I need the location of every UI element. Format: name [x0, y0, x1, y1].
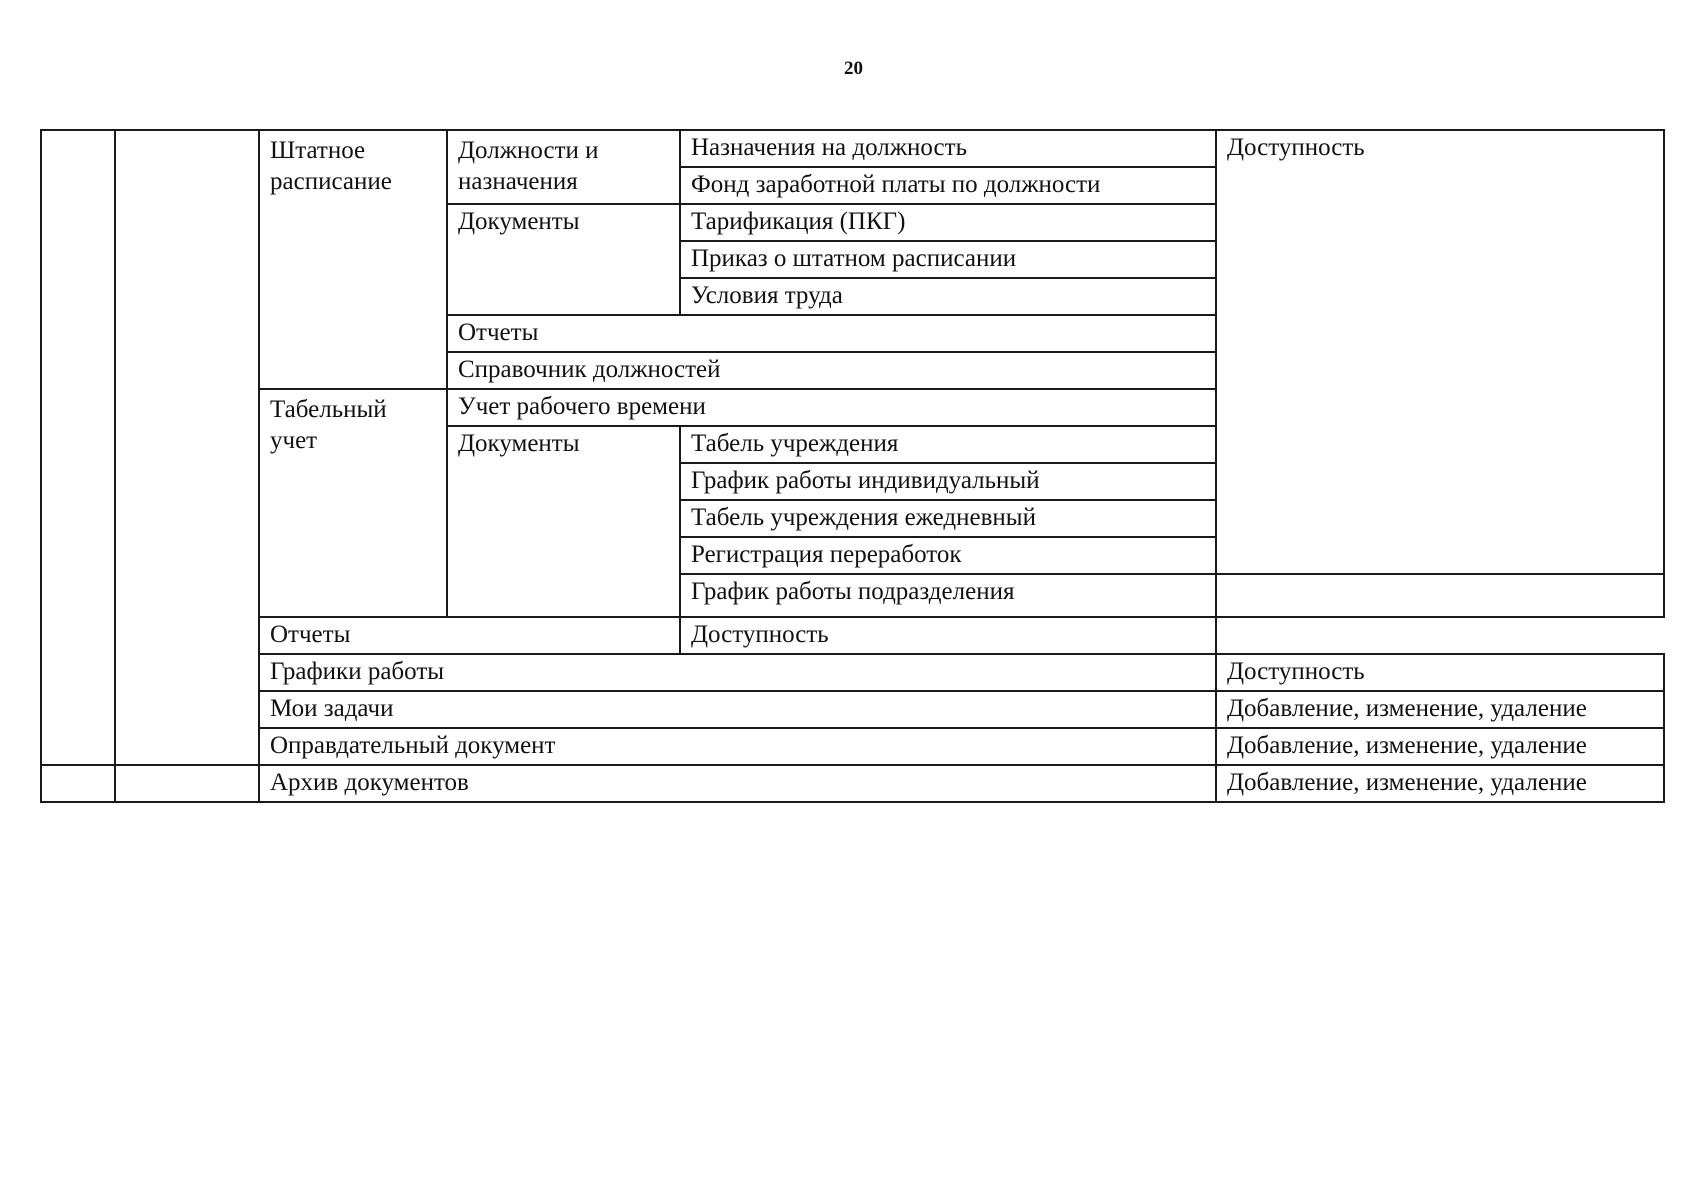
item-appointments: Назначения на должность [680, 130, 1216, 167]
item-payroll-fund: Фонд заработной платы по должности [680, 167, 1216, 204]
rights-tabel-reports: Доступность [680, 617, 1216, 654]
row-reports-2: Отчеты [259, 617, 680, 654]
access-rights-table [40, 129, 1665, 803]
empty-cell-col-1 [41, 130, 115, 765]
table-row [41, 617, 1664, 654]
item-overtime-registration: Регистрация переработок [680, 537, 1216, 574]
rights-archive: Добавление, изменение, удаление [1216, 765, 1664, 802]
rights-block-1-tail [1216, 574, 1664, 617]
row-work-time-tracking: Учет рабочего времени [447, 389, 1216, 426]
empty-cell-col-2-last [115, 765, 259, 802]
section-title-time-tracking: Табельный учет [259, 389, 447, 617]
empty-cell-col-1-last [41, 765, 115, 802]
row-documents-archive: Архив документов [259, 765, 1216, 802]
row-reports: Отчеты [447, 315, 1216, 352]
item-tariffication: Тарификация (ПКГ) [680, 204, 1216, 241]
group-title-positions: Должности и назначения [447, 130, 680, 204]
section-title-staff-schedule: Штатное расписание [259, 130, 447, 389]
item-daily-timesheet: Табель учреждения ежедневный [680, 500, 1216, 537]
rights-schedules: Доступность [1216, 654, 1664, 691]
row-justification-document: Оправдательный документ [259, 728, 1216, 765]
rights-my-tasks: Добавление, изменение, удаление [1216, 691, 1664, 728]
row-work-schedules: Графики работы [259, 654, 1216, 691]
row-positions-directory: Справочник должностей [447, 352, 1216, 389]
item-timesheet: Табель учреждения [680, 426, 1216, 463]
rights-justification-doc: Добавление, изменение, удаление [1216, 728, 1664, 765]
empty-cell-col-2 [115, 130, 259, 765]
table-row [41, 728, 1664, 765]
item-staff-order: Приказ о штатном расписании [680, 241, 1216, 278]
item-department-schedule: График работы подразделения [680, 574, 1216, 617]
group-title-documents-2: Документы [447, 426, 680, 617]
table-row [41, 130, 1664, 167]
item-work-conditions: Условия труда [680, 278, 1216, 315]
table-row [41, 654, 1664, 691]
group-title-documents: Документы [447, 204, 680, 315]
item-individual-schedule: График работы индивидуальный [680, 463, 1216, 500]
rights-block-1: Доступность [1216, 130, 1664, 574]
row-my-tasks: Мои задачи [259, 691, 1216, 728]
table-row [41, 691, 1664, 728]
table-row [41, 765, 1664, 802]
page-number: 20 [844, 58, 863, 79]
